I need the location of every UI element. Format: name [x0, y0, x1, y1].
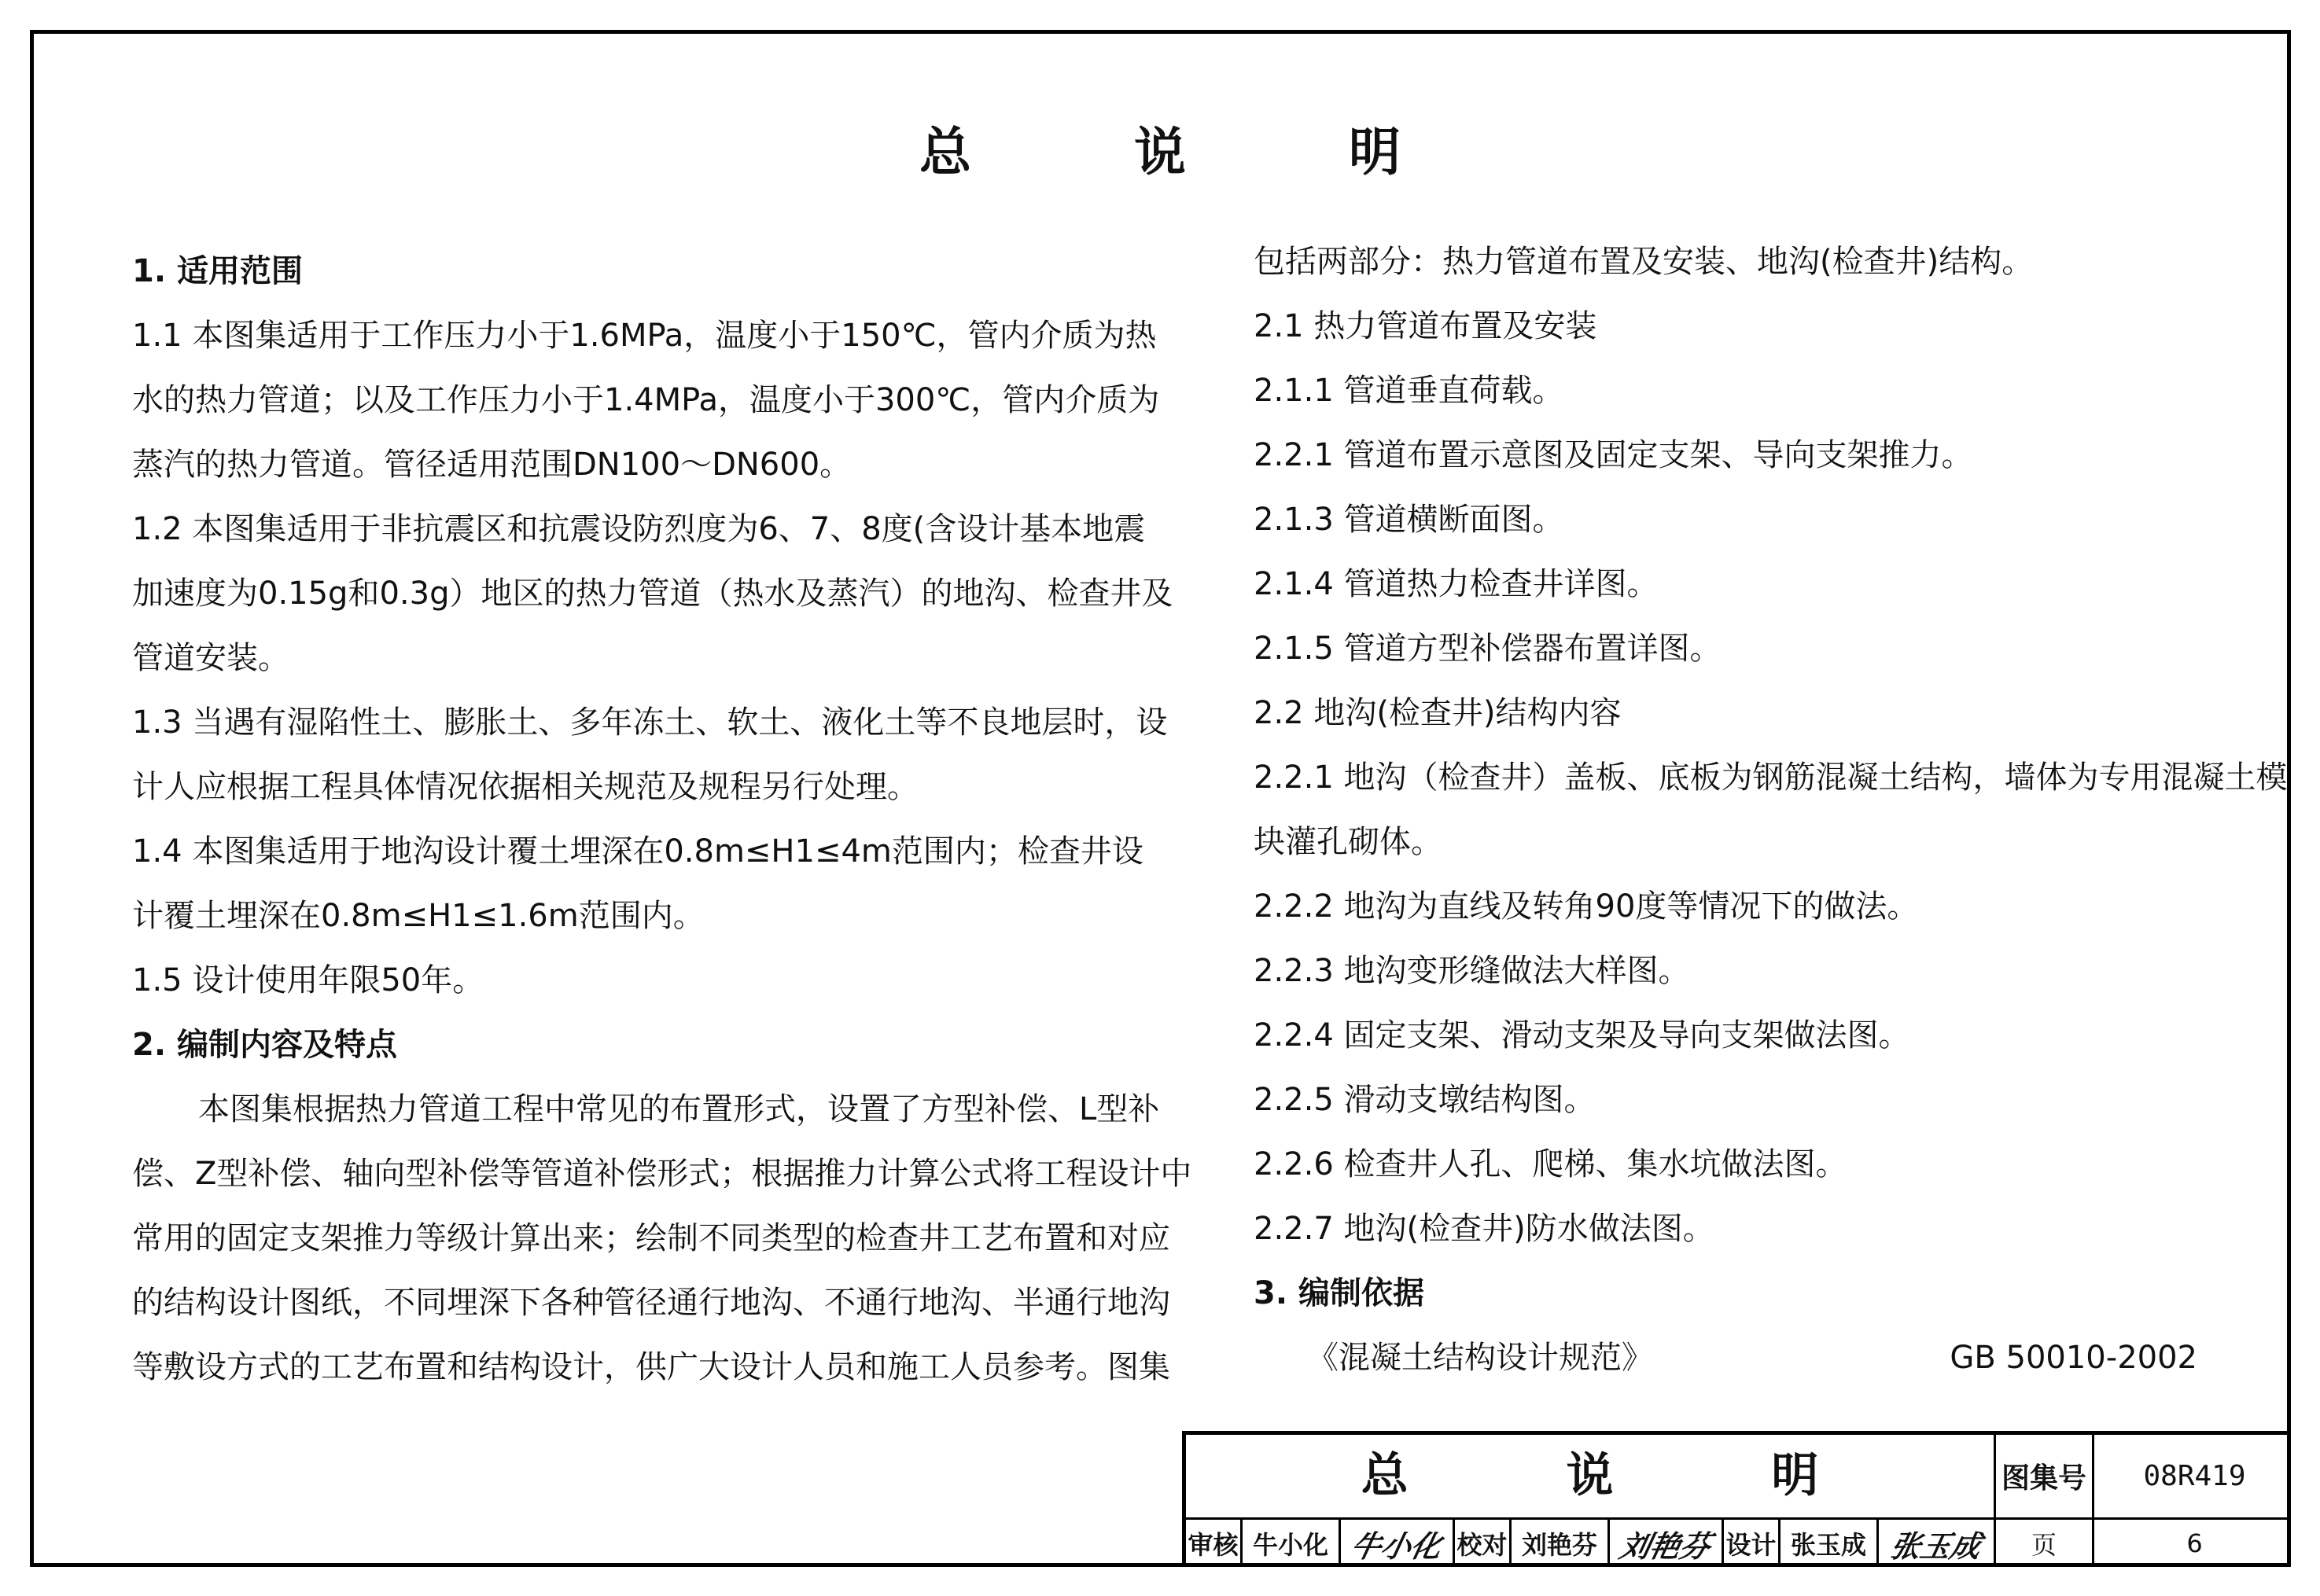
design-label: 设计 [1724, 1520, 1781, 1567]
text-line: 常用的固定支架推力等级计算出来；绘制不同类型的检查井工艺布置和对应 [132, 1220, 1170, 1256]
reviewer-signature [1341, 1520, 1455, 1567]
text-line: 加速度为0.15g和0.3g）地区的热力管道（热水及蒸汽）的地沟、检查井及 [132, 576, 1173, 612]
designer-signature [1879, 1520, 1996, 1567]
text-line: 1.4 本图集适用于地沟设计覆土埋深在0.8m≤H1≤4m范围内；检查井设 [132, 833, 1143, 870]
text-line: 1.1 本图集适用于工作压力小于1.6MPa，温度小于150℃，管内介质为热 [132, 318, 1157, 354]
text-line: 计覆土埋深在0.8m≤H1≤1.6m范围内。 [132, 898, 705, 934]
text-line: 等敷设方式的工艺布置和结构设计，供广大设计人员和施工人员参考。图集 [132, 1349, 1170, 1385]
reference-line [1254, 1326, 2229, 1390]
text-line: 蒸汽的热力管道。管径适用范围DN100～DN600。 [132, 447, 852, 483]
text-line: 本图集根据热力管道工程中常见的布置形式，设置了方型补偿、L型补 [198, 1091, 1160, 1127]
left-column [132, 239, 1192, 1399]
section-heading: 1. 适用范围 [132, 253, 303, 289]
text-line: 2.2.5 滑动支墩结构图。 [1254, 1082, 1596, 1118]
right-column [1254, 230, 2288, 1390]
text-line: 1.2 本图集适用于非抗震区和抗震设防烈度为6、7、8度(含设计基本地震 [132, 511, 1146, 547]
title-block-title: 总 说 明 [1186, 1435, 1996, 1517]
title-block-top-row [1186, 1435, 2291, 1520]
text-line: 块灌孔砌体。 [1254, 824, 1442, 860]
text-line: 1.3 当遇有湿陷性土、膨胀土、多年冻土、软土、液化土等不良地层时，设 [132, 704, 1168, 741]
title-block-signature-row [1186, 1520, 2291, 1567]
section-heading: 2. 编制内容及特点 [132, 1027, 397, 1063]
text-line: 2.2.4 固定支架、滑动支架及导向支架做法图。 [1254, 1017, 1910, 1054]
title-block [1182, 1431, 2291, 1567]
atlas-number-value: 08R419 [2143, 1460, 2246, 1492]
page-number: 6 [2186, 1528, 2203, 1558]
check-label: 校对 [1455, 1520, 1512, 1567]
designer-signature-text: 张玉成 [1887, 1528, 1985, 1564]
section-heading: 3. 编制依据 [1254, 1275, 1424, 1311]
atlas-number-label: 图集号 [1996, 1435, 2094, 1517]
text-line: 2.2.1 管道布置示意图及固定支架、导向支架推力。 [1254, 437, 1973, 473]
text-line: 管道安装。 [132, 640, 289, 676]
text-line: 的结构设计图纸，不同埋深下各种管径通行地沟、不通行地沟、半通行地沟 [132, 1285, 1170, 1321]
text-line: 2.1 热力管道布置及安装 [1254, 308, 1597, 344]
text-line: 2.2.3 地沟变形缝做法大样图。 [1254, 953, 1690, 989]
checker-signature [1610, 1520, 1724, 1567]
reference-code: GB 50010-2002 [1950, 1340, 2197, 1376]
review-label: 审核 [1186, 1520, 1243, 1567]
text-line: 2.1.3 管道横断面图。 [1254, 502, 1564, 538]
text-line: 水的热力管道；以及工作压力小于1.4MPa，温度小于300℃，管内介质为 [132, 382, 1160, 418]
text-line: 2.1.1 管道垂直荷载。 [1254, 373, 1564, 409]
checker-signature-text: 刘艳芬 [1616, 1528, 1714, 1564]
checker-name: 刘艳芬 [1512, 1520, 1610, 1567]
text-line: 2.2.7 地沟(检查井)防水做法图。 [1254, 1211, 1714, 1247]
text-line: 2.2.1 地沟（检查井）盖板、底板为钢筋混凝土结构，墙体为专用混凝土模 [1254, 759, 2288, 796]
text-line: 计人应根据工程具体情况依据相关规范及规程另行处理。 [132, 769, 919, 805]
text-line: 2.1.5 管道方型补偿器布置详图。 [1254, 631, 1722, 667]
reference-name: 《混凝土结构设计规范》 [1307, 1340, 1653, 1376]
reviewer-signature-text: 牛小化 [1347, 1528, 1445, 1564]
text-line: 偿、Z型补偿、轴向型补偿等管道补偿形式；根据推力计算公式将工程设计中 [132, 1156, 1192, 1192]
page-title: 总 说 明 [919, 122, 1473, 182]
text-line: 2.2.6 检查井人孔、爬梯、集水坑做法图。 [1254, 1146, 1847, 1182]
designer-name: 张玉成 [1781, 1520, 1879, 1567]
text-line: 2.2 地沟(检查井)结构内容 [1254, 695, 1622, 731]
reviewer-name: 牛小化 [1243, 1520, 1341, 1567]
text-line: 包括两部分：热力管道布置及安装、地沟(检查井)结构。 [1254, 244, 2034, 280]
page-label: 页 [1996, 1520, 2094, 1567]
text-line: 2.1.4 管道热力检查井详图。 [1254, 566, 1659, 602]
text-line: 2.2.2 地沟为直线及转角90度等情况下的做法。 [1254, 888, 1919, 925]
text-line: 1.5 设计使用年限50年。 [132, 962, 484, 998]
